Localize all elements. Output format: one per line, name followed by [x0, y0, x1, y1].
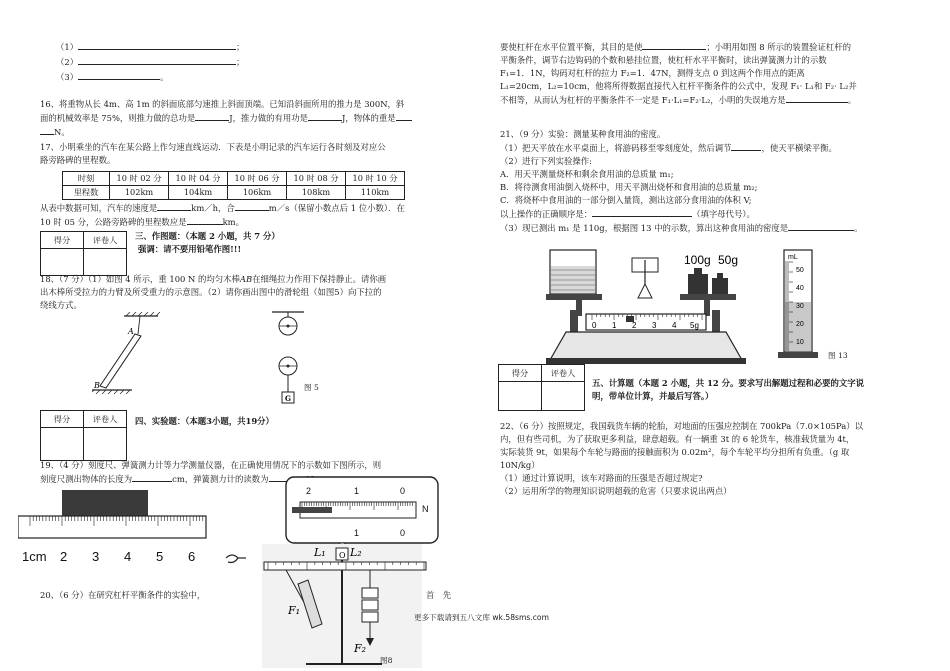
section-3-note: 强调：请不要用铅笔作图!!!: [138, 244, 242, 254]
spring-unit: N: [422, 504, 429, 514]
figure-4-rod: [92, 312, 172, 396]
section-4-title: 四、实验题：（本题3小题，共19分）: [135, 416, 274, 426]
spring-label: 1: [354, 486, 360, 496]
figure-5-pulley: [268, 310, 308, 408]
balance-base: [550, 332, 742, 360]
weight-50g: [712, 278, 728, 294]
ruler-label: 6: [188, 549, 196, 564]
question-17-answers: 从表中数据可知，汽车的速度是 km／h，合 m／s（保留小数点后 1 位小数）．在 10 时 05 分，公路旁路碑的里程数应是 km。: [40, 203, 405, 228]
spring-label: 1: [354, 528, 360, 538]
answer-blank[interactable]: [195, 111, 229, 121]
scale-beam: [586, 314, 706, 330]
measuring-cylinder: [776, 248, 822, 364]
force-label-f2: F₂: [354, 642, 367, 655]
figure-8-lever: [222, 474, 440, 670]
ruler-figure: [18, 488, 208, 570]
spring-label: 0: [400, 528, 406, 538]
answer-blank[interactable]: [308, 111, 342, 121]
answer-blank[interactable]: [78, 70, 160, 80]
question-21: 21、（9 分）实验：测量某种食用油的密度。 （1）把天平放在水平桌面上，将游码移至零刻度处，然后调节 ，使天平横梁平衡。 （2）进行下列实验操作: A．用天平测量烧杯和剩余食用油的总质量 m₁; B．将待测食用油倒入烧杯中，用天平测出烧杯和食用油的总质量 m₂; C．将烧杯中食用油的一部分倒入量筒，测出这部分食用油的体积 V; 以上操作的正确顺序是： （填字母代号）。 （3）现已测出 m₁ 是 110g，根据图 13 中的示数，算出这种食用油的密度是 。: [500, 129, 863, 234]
weight-label: G: [285, 394, 291, 403]
question-20-continued: 要使杠杆在水平位置平衡，其目的是使 ；小明用如图 8 所示的装置验证杠杆的 平衡条件，调节右边钩码的个数和悬挂位置，使杠杆水平平衡时，读出弹簧测力计的示数 F₁=1．1N，钩码对杠杆的拉力 F₂=1．47N，测得支点 0 到这两个作用点的距离 L₁=20cm，L₂=10cm，他将所得数据直接代入杠杆平衡条件的公式中，发现 F₁· L₁和 F₂· L₂并 不相等，从而认为杠杆的平衡条件不一定是 F₁·L₁=F₂·L₂，小明的失误地方是 。: [500, 42, 857, 106]
left-pan: [546, 294, 602, 300]
question-22: 22、（6 分）按照规定，我国载货车辆的轮胎，对地面的压强应控制在 700kPa（7.0×105Pa）以 内，但有些司机，为了获取更多利益，肆意超载。有一辆重 3t 的 6 轮货车，核准载货量为 4t， 实际装货 9t，如果每个车轮与路面的接触面积为 0.02m²，每个车轮平均分担所有负重。（g 取 10N/kg） （1）通过计算说明，该车对路面的压强是否超过规定? （2）运用所学的物理知识说明超载的危害（只要求说出两点）: [500, 421, 863, 497]
question-20: 20、（6 分）在研究杠杆平衡条件的实验中，: [40, 590, 206, 600]
force-label-f1: F₁: [288, 604, 301, 617]
rod-label-a: A: [128, 327, 134, 336]
score-cell[interactable]: [41, 249, 84, 276]
table-row: 时刻 10 时 02 分 10 时 04 分 10 时 06 分 10 时 08 分 10 时 10 分: [63, 172, 405, 186]
question-19: 19、（4 分）刻度尺、弹簧测力计等力学测量仪器，在正确使用情况下的示数如下图所示，则 刻度尺测出物体的长度为 cm，弹簧测力计的读数为: [40, 460, 382, 485]
answer-blank[interactable]: [187, 215, 223, 225]
answer-blank[interactable]: [642, 40, 706, 50]
answer-line-3: （3） 。: [56, 72, 169, 82]
balance-figure: [546, 248, 746, 366]
answer-blank[interactable]: [788, 221, 854, 231]
figure-8-caption: 图8: [380, 656, 393, 665]
hook-icon: [226, 555, 238, 563]
ruler-label: 1cm: [22, 549, 47, 564]
section-3-title: 三、作图题：（本题 2 小题，共 7 分）: [135, 231, 280, 241]
grader-cell[interactable]: [84, 428, 127, 461]
cylinder-label: 50: [796, 267, 804, 274]
question-20-tail: 首 先: [426, 590, 452, 600]
weight-label-50g: 50g: [718, 253, 739, 267]
beam-label: 1: [612, 321, 617, 330]
answer-line-1: （1） ；: [56, 42, 245, 52]
score-box: 得分 评卷人: [40, 410, 127, 461]
spring-pointer: [292, 507, 332, 513]
answer-blank[interactable]: [235, 201, 269, 211]
score-cell[interactable]: [41, 428, 84, 461]
score-box: 得分 评卷人: [498, 364, 585, 411]
answer-line-2: （2） ；: [56, 57, 245, 67]
score-box: 得分 评卷人: [40, 231, 127, 276]
beam-label: 5g: [690, 321, 699, 330]
cylinder-label: 40: [796, 285, 804, 292]
answer-blank[interactable]: [132, 472, 172, 482]
cylinder-label: 30: [796, 303, 804, 310]
question-17: 17、小明乘坐的汽车在某公路上作匀速直线运动．下表是小明记录的汽车运行各时刻及对应公 路旁路碑的里程数。: [40, 142, 386, 166]
beam-label: 4: [672, 321, 677, 330]
fulcrum-label: O: [339, 551, 346, 560]
lever-bar: [264, 562, 426, 570]
answer-blank[interactable]: [786, 93, 848, 103]
grader-cell[interactable]: [542, 382, 585, 411]
answer-blank[interactable]: [592, 207, 692, 217]
ruler-label: 5: [156, 549, 164, 564]
ruler-label: 4: [124, 549, 132, 564]
answer-blank[interactable]: [731, 141, 761, 151]
lever-label-l1: L₁: [314, 546, 326, 559]
beam-label: 2: [632, 321, 637, 330]
answer-blank[interactable]: [78, 55, 236, 65]
ruler-label: 3: [92, 549, 100, 564]
spring-label: 0: [400, 486, 406, 496]
figure-13-caption: 图 13: [828, 351, 848, 360]
section-5-title: 五、计算题（本题 2 小题，共 12 分。要求写出解题过程和必要的文字说 明，带单位计算，并最后写答。）: [592, 378, 865, 402]
mileage-table: [62, 171, 405, 200]
rod-label-b: B: [94, 381, 100, 390]
question-16: 16、将重物从长 4m、高 1m 的斜面底部匀速推上斜面顶端。已知沿斜面所用的推力是 300N，斜 面的机械效率是 75%，则推力做的总功是 J，推力做的有用功是 J，物体的重是 N。: [40, 98, 455, 139]
grader-cell[interactable]: [84, 249, 127, 276]
score-cell[interactable]: [499, 382, 542, 411]
cylinder-label: 20: [796, 321, 804, 328]
weight-label-100g: 100g: [684, 253, 711, 267]
cylinder-label: 10: [796, 339, 804, 346]
weight-100g: [688, 274, 708, 294]
ruler-label: 2: [60, 549, 68, 564]
measured-object: [62, 490, 148, 516]
table-row: 里程数 102km 104km 106km 108km 110km: [63, 186, 405, 200]
answer-blank[interactable]: [396, 111, 412, 121]
beam-label: 0: [592, 321, 597, 330]
spring-label: 2: [306, 486, 312, 496]
right-pan: [680, 294, 736, 300]
answer-blank[interactable]: [78, 40, 236, 50]
beam-label: 3: [652, 321, 657, 330]
answer-blank[interactable]: [40, 125, 54, 135]
lever-label-l2: L₂: [350, 546, 362, 559]
footer-note: 更多下载请到五八文库 wk.58sms.com: [414, 613, 549, 622]
figure-5-caption: 图 5: [304, 383, 319, 392]
answer-blank[interactable]: [157, 201, 191, 211]
question-18: 18、（7 分）（1）如图 4 所示，重 100 N 的均匀木棒AB在细绳拉力作用下保持静止。请你画 出木棒所受拉力的力臂及所受重力的示意图。（2）请你画出图中的滑轮组（如图5）向下拉的 绕线方式。: [40, 274, 387, 311]
cylinder-unit: mL: [788, 254, 798, 261]
